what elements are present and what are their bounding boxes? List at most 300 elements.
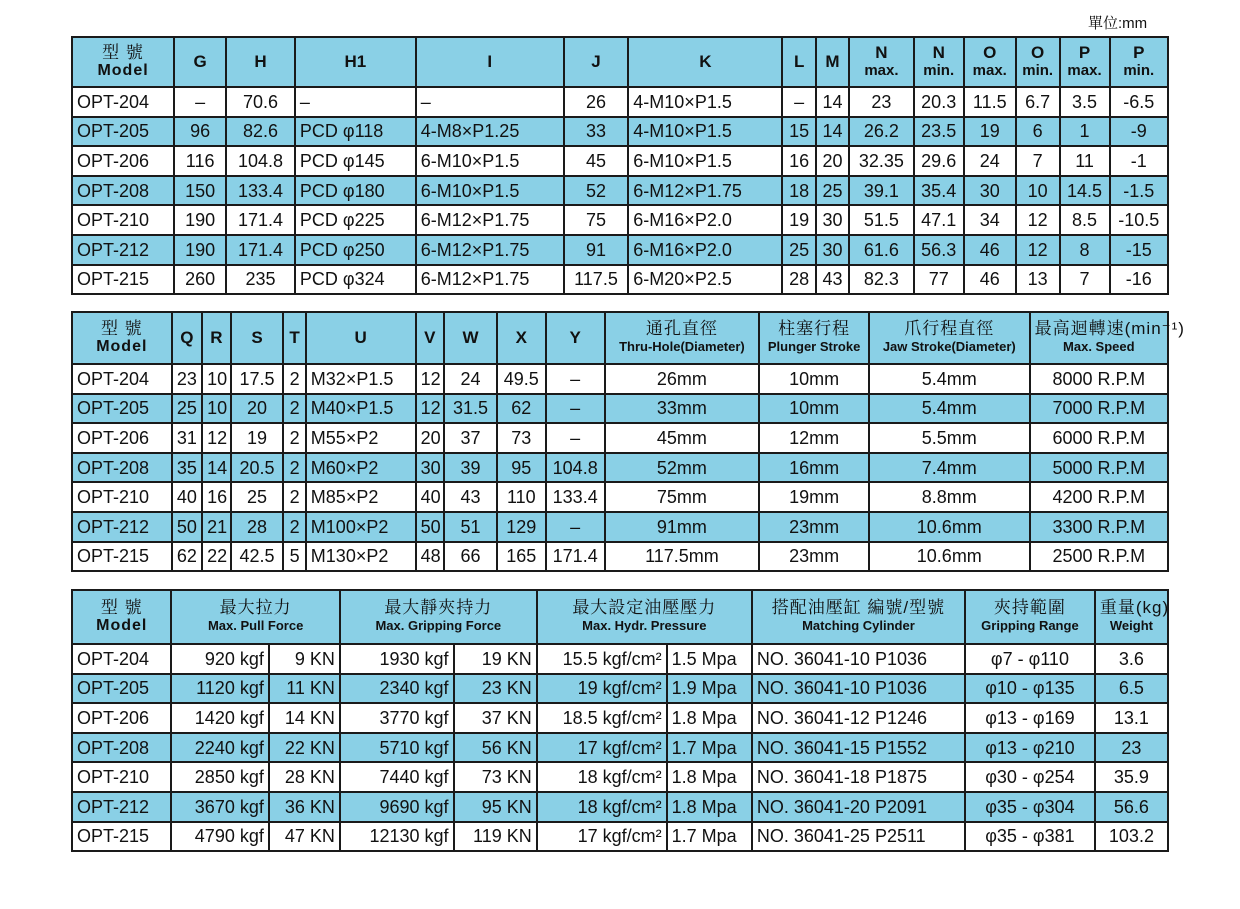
value-cell: 62 [497, 394, 546, 424]
value-cell: 2 [283, 512, 305, 542]
value-cell: – [174, 87, 226, 117]
value-cell: 51 [444, 512, 497, 542]
table-row [72, 792, 1168, 822]
value-cell: 35.4 [914, 176, 964, 206]
value-cell: 47.1 [914, 205, 964, 235]
column-header-main: 最大靜夾持力 [384, 598, 493, 617]
column-header [1110, 37, 1168, 87]
value-cell: 2850 kgf [171, 762, 268, 792]
value-cell: 190 [174, 205, 226, 235]
column-header-main: 重量(kg) [1099, 598, 1170, 617]
value-cell: 6-M10×P1.5 [628, 146, 782, 176]
value-cell: 1930 kgf [340, 644, 454, 674]
value-cell: 1.8 Mpa [667, 792, 752, 822]
value-cell: 20.5 [231, 453, 284, 483]
value-cell: M130×P2 [306, 542, 416, 572]
value-cell: 10 [202, 364, 230, 394]
value-cell: NO. 36041-10 P1036 [752, 674, 965, 704]
column-header-main: H1 [344, 52, 367, 71]
column-header [546, 312, 605, 364]
value-cell: 35 [172, 453, 203, 483]
value-cell: 19 [964, 117, 1016, 147]
value-cell: 33mm [605, 394, 760, 424]
value-cell: 6-M12×P1.75 [416, 265, 564, 295]
column-header [1060, 37, 1110, 87]
value-cell: 5.4mm [869, 364, 1030, 394]
value-cell: 10mm [759, 364, 869, 394]
value-cell: 23 [849, 87, 914, 117]
value-cell: 16 [202, 482, 230, 512]
column-header [231, 312, 284, 364]
column-header-sub: Max. Hydr. Pressure [582, 618, 707, 633]
value-cell: 56 KN [454, 733, 537, 763]
value-cell: 21 [202, 512, 230, 542]
column-header [174, 37, 226, 87]
value-cell: 18 kgf/cm² [537, 792, 667, 822]
value-cell: 56.6 [1095, 792, 1168, 822]
value-cell: 104.8 [226, 146, 295, 176]
column-header-main: P [1078, 43, 1091, 62]
column-header [340, 590, 537, 644]
value-cell: 171.4 [226, 205, 295, 235]
table-row [72, 235, 1168, 265]
value-cell: 25 [231, 482, 284, 512]
value-cell: 104.8 [546, 453, 605, 483]
column-header-main: R [210, 328, 223, 347]
value-cell: 45mm [605, 423, 760, 453]
value-cell: 28 KN [269, 762, 340, 792]
column-header [782, 37, 815, 87]
value-cell: 46 [964, 235, 1016, 265]
column-header-main: 最高迴轉速(min⁻¹) [1034, 319, 1185, 338]
value-cell: 4-M10×P1.5 [628, 117, 782, 147]
value-cell: -9 [1110, 117, 1168, 147]
value-cell: NO. 36041-18 P1875 [752, 762, 965, 792]
value-cell: – [546, 394, 605, 424]
value-cell: 3.6 [1095, 644, 1168, 674]
value-cell: 66 [444, 542, 497, 572]
column-header-sub: Plunger Stroke [767, 339, 861, 354]
column-header [849, 37, 914, 87]
value-cell: 51.5 [849, 205, 914, 235]
value-cell: 47 KN [269, 822, 340, 852]
value-cell: 7440 kgf [340, 762, 454, 792]
value-cell: 36 KN [269, 792, 340, 822]
column-header-sub: Gripping Range [981, 618, 1079, 633]
value-cell: 18.5 kgf/cm² [537, 703, 667, 733]
model-cell: OPT-210 [72, 205, 174, 235]
column-header-main: 搭配油壓缸 編號/型號 [771, 598, 946, 617]
column-header-sub: min. [1123, 62, 1155, 79]
table-header-row [72, 590, 1168, 644]
value-cell: 61.6 [849, 235, 914, 265]
value-cell: 15 [782, 117, 815, 147]
value-cell: 6-M16×P2.0 [628, 235, 782, 265]
column-header [172, 312, 203, 364]
value-cell: 6-M12×P1.75 [416, 205, 564, 235]
value-cell: 14 [816, 87, 849, 117]
column-header-main: H [254, 52, 267, 71]
value-cell: 7 [1016, 146, 1060, 176]
value-cell: 7.4mm [869, 453, 1030, 483]
value-cell: NO. 36041-12 P1246 [752, 703, 965, 733]
table-row [72, 87, 1168, 117]
column-header-main: V [424, 328, 436, 347]
model-cell: OPT-210 [72, 482, 172, 512]
value-cell: 56.3 [914, 235, 964, 265]
value-cell: 32.35 [849, 146, 914, 176]
value-cell: 150 [174, 176, 226, 206]
model-cell: OPT-208 [72, 453, 172, 483]
value-cell: – [546, 423, 605, 453]
value-cell: 6-M10×P1.5 [416, 146, 564, 176]
value-cell: 28 [782, 265, 815, 295]
table-row [72, 644, 1168, 674]
value-cell: 1120 kgf [171, 674, 268, 704]
value-cell: PCD φ145 [295, 146, 416, 176]
value-cell: 26mm [605, 364, 760, 394]
dimension-table-1 [71, 36, 1169, 295]
column-header [816, 37, 849, 87]
value-cell: 1.7 Mpa [667, 733, 752, 763]
model-cell: OPT-204 [72, 364, 172, 394]
value-cell: 28 [231, 512, 284, 542]
value-cell: 37 [444, 423, 497, 453]
value-cell: – [416, 87, 564, 117]
table-row [72, 674, 1168, 704]
table-row [72, 482, 1168, 512]
column-header-main: O [1031, 43, 1045, 62]
column-header-main: T [289, 328, 300, 347]
value-cell: 165 [497, 542, 546, 572]
value-cell: 45 [564, 146, 629, 176]
value-cell: 6-M10×P1.5 [416, 176, 564, 206]
value-cell: 25 [782, 235, 815, 265]
value-cell: 10 [1016, 176, 1060, 206]
value-cell: 25 [172, 394, 203, 424]
value-cell: φ30 - φ254 [965, 762, 1095, 792]
value-cell: 920 kgf [171, 644, 268, 674]
column-header [564, 37, 629, 87]
unit-label: 單位:mm [1088, 15, 1148, 32]
value-cell: 20.3 [914, 87, 964, 117]
value-cell: 20 [231, 394, 284, 424]
value-cell: M32×P1.5 [306, 364, 416, 394]
model-header-en: Model [96, 617, 148, 634]
value-cell: 12130 kgf [340, 822, 454, 852]
model-cell: OPT-204 [72, 87, 174, 117]
value-cell: 8000 R.P.M [1030, 364, 1168, 394]
value-cell: 171.4 [226, 235, 295, 265]
model-cell: OPT-215 [72, 265, 174, 295]
value-cell: 52 [564, 176, 629, 206]
value-cell: 2 [283, 423, 305, 453]
value-cell: 20 [416, 423, 444, 453]
value-cell: 24 [444, 364, 497, 394]
value-cell: 46 [964, 265, 1016, 295]
value-cell: NO. 36041-25 P2511 [752, 822, 965, 852]
value-cell: 14 KN [269, 703, 340, 733]
value-cell: -1.5 [1110, 176, 1168, 206]
value-cell: 4790 kgf [171, 822, 268, 852]
value-cell: 50 [172, 512, 203, 542]
value-cell: 23mm [759, 542, 869, 572]
table-header-row [72, 37, 1168, 87]
value-cell: – [546, 512, 605, 542]
value-cell: 19 KN [454, 644, 537, 674]
value-cell: 2500 R.P.M [1030, 542, 1168, 572]
column-header-main: M [825, 52, 840, 71]
column-header-sub: Jaw Stroke(Diameter) [882, 339, 1016, 354]
model-header-cell [72, 37, 174, 87]
column-header-main: N [932, 43, 945, 62]
column-header-main: 夾持範圍 [993, 598, 1066, 617]
table-row [72, 542, 1168, 572]
value-cell: 8.8mm [869, 482, 1030, 512]
value-cell: 1420 kgf [171, 703, 268, 733]
value-cell: 18 kgf/cm² [537, 762, 667, 792]
column-header-main: J [591, 52, 601, 71]
value-cell: 22 KN [269, 733, 340, 763]
value-cell: 1.7 Mpa [667, 822, 752, 852]
value-cell: 3670 kgf [171, 792, 268, 822]
column-header-sub: Max. Speed [1063, 339, 1135, 354]
value-cell: 73 KN [454, 762, 537, 792]
column-header [869, 312, 1030, 364]
value-cell: 30 [964, 176, 1016, 206]
table-row [72, 733, 1168, 763]
column-header-main: G [193, 52, 207, 71]
value-cell: M40×P1.5 [306, 394, 416, 424]
column-header-sub: Matching Cylinder [802, 618, 915, 633]
value-cell: 17 kgf/cm² [537, 733, 667, 763]
value-cell: 30 [816, 205, 849, 235]
value-cell: 5 [283, 542, 305, 572]
table-row [72, 453, 1168, 483]
model-cell: OPT-204 [72, 644, 171, 674]
value-cell: 31 [172, 423, 203, 453]
model-header-en: Model [97, 62, 149, 79]
model-cell: OPT-206 [72, 703, 171, 733]
column-header-main: N [875, 43, 888, 62]
table-row [72, 146, 1168, 176]
table-row [72, 265, 1168, 295]
column-header [1095, 590, 1168, 644]
table-row [72, 176, 1168, 206]
value-cell: 10mm [759, 394, 869, 424]
value-cell: PCD φ225 [295, 205, 416, 235]
value-cell: 3770 kgf [340, 703, 454, 733]
value-cell: 5.5mm [869, 423, 1030, 453]
value-cell: 2 [283, 482, 305, 512]
value-cell: 14 [816, 117, 849, 147]
value-cell: 17.5 [231, 364, 284, 394]
value-cell: 133.4 [226, 176, 295, 206]
value-cell: 6 [1016, 117, 1060, 147]
column-header-main: 通孔直徑 [645, 319, 718, 338]
value-cell: 24 [964, 146, 1016, 176]
value-cell: -16 [1110, 265, 1168, 295]
column-header-sub: max. [864, 62, 899, 79]
value-cell: NO. 36041-10 P1036 [752, 644, 965, 674]
column-header-main: L [793, 52, 805, 71]
column-header [226, 37, 295, 87]
value-cell: 31.5 [444, 394, 497, 424]
value-cell: 133.4 [546, 482, 605, 512]
value-cell: 33 [564, 117, 629, 147]
value-cell: 6.7 [1016, 87, 1060, 117]
value-cell: 19 [782, 205, 815, 235]
column-header-sub: min. [923, 62, 955, 79]
column-header-sub: Max. Gripping Force [375, 618, 502, 633]
value-cell: 73 [497, 423, 546, 453]
column-header-main: 最大設定油壓壓力 [572, 598, 717, 617]
value-cell: 34 [964, 205, 1016, 235]
value-cell: 2 [283, 364, 305, 394]
column-header [964, 37, 1016, 87]
column-header-main: W [462, 328, 479, 347]
value-cell: 12 [416, 364, 444, 394]
column-header-sub: Thru-Hole(Diameter) [619, 339, 745, 354]
column-header-sub: Weight [1109, 618, 1153, 633]
value-cell: 29.6 [914, 146, 964, 176]
value-cell: 17 kgf/cm² [537, 822, 667, 852]
column-header [295, 37, 416, 87]
column-header [497, 312, 546, 364]
value-cell: 91 [564, 235, 629, 265]
performance-table [71, 589, 1169, 852]
value-cell: 62 [172, 542, 203, 572]
value-cell: 43 [816, 265, 849, 295]
column-header [605, 312, 760, 364]
value-cell: 6-M12×P1.75 [416, 235, 564, 265]
value-cell: 75 [564, 205, 629, 235]
value-cell: 116 [174, 146, 226, 176]
column-header-main: O [983, 43, 997, 62]
value-cell: M60×P2 [306, 453, 416, 483]
value-cell: 4-M8×P1.25 [416, 117, 564, 147]
value-cell: 9 KN [269, 644, 340, 674]
value-cell: 2 [283, 394, 305, 424]
column-header-main: Q [180, 328, 194, 347]
value-cell: M55×P2 [306, 423, 416, 453]
table-row [72, 423, 1168, 453]
column-header-main: S [251, 328, 263, 347]
model-header-cell [72, 590, 171, 644]
value-cell: 26 [564, 87, 629, 117]
value-cell: 235 [226, 265, 295, 295]
value-cell: 7 [1060, 265, 1110, 295]
value-cell: 1 [1060, 117, 1110, 147]
table-row [72, 703, 1168, 733]
value-cell: -10.5 [1110, 205, 1168, 235]
column-header [628, 37, 782, 87]
value-cell: 10.6mm [869, 512, 1030, 542]
column-header-sub: max. [1067, 62, 1102, 79]
value-cell: 6.5 [1095, 674, 1168, 704]
value-cell: 11 KN [269, 674, 340, 704]
value-cell: 39 [444, 453, 497, 483]
value-cell: 91mm [605, 512, 760, 542]
value-cell: 12 [1016, 205, 1060, 235]
model-cell: OPT-215 [72, 542, 172, 572]
column-header-main: I [487, 52, 493, 71]
value-cell: 11 [1060, 146, 1110, 176]
model-cell: OPT-208 [72, 733, 171, 763]
value-cell: 119 KN [454, 822, 537, 852]
value-cell: 6-M16×P2.0 [628, 205, 782, 235]
value-cell: 8.5 [1060, 205, 1110, 235]
value-cell: PCD φ118 [295, 117, 416, 147]
value-cell: 26.2 [849, 117, 914, 147]
value-cell: 5000 R.P.M [1030, 453, 1168, 483]
value-cell: 8 [1060, 235, 1110, 265]
value-cell: -15 [1110, 235, 1168, 265]
value-cell: 49.5 [497, 364, 546, 394]
column-header [537, 590, 752, 644]
value-cell: 4200 R.P.M [1030, 482, 1168, 512]
value-cell: 11.5 [964, 87, 1016, 117]
value-cell: φ13 - φ210 [965, 733, 1095, 763]
model-header-en: Model [96, 338, 148, 355]
value-cell: 14 [202, 453, 230, 483]
value-cell: φ35 - φ304 [965, 792, 1095, 822]
value-cell: 1.8 Mpa [667, 703, 752, 733]
value-cell: 1.8 Mpa [667, 762, 752, 792]
value-cell: M85×P2 [306, 482, 416, 512]
value-cell: 110 [497, 482, 546, 512]
column-header [914, 37, 964, 87]
value-cell: 19 [231, 423, 284, 453]
value-cell: 40 [172, 482, 203, 512]
value-cell: 23.5 [914, 117, 964, 147]
value-cell: 7000 R.P.M [1030, 394, 1168, 424]
column-header-main: K [699, 52, 712, 71]
table-row [72, 822, 1168, 852]
column-header-sub: min. [1022, 62, 1054, 79]
value-cell: 82.3 [849, 265, 914, 295]
value-cell: 15.5 kgf/cm² [537, 644, 667, 674]
value-cell: 52mm [605, 453, 760, 483]
table-row [72, 117, 1168, 147]
value-cell: 35.9 [1095, 762, 1168, 792]
model-cell: OPT-212 [72, 792, 171, 822]
value-cell: 117.5mm [605, 542, 760, 572]
column-header [306, 312, 416, 364]
value-cell: 1.9 Mpa [667, 674, 752, 704]
column-header [1030, 312, 1185, 364]
model-cell: OPT-215 [72, 822, 171, 852]
value-cell: 30 [816, 235, 849, 265]
value-cell: 42.5 [231, 542, 284, 572]
value-cell: 9690 kgf [340, 792, 454, 822]
value-cell: PCD φ250 [295, 235, 416, 265]
model-header-cell [72, 312, 172, 364]
value-cell: 30 [416, 453, 444, 483]
value-cell: 3.5 [1060, 87, 1110, 117]
model-header-zh: 型 號 [100, 598, 143, 617]
value-cell: 6000 R.P.M [1030, 423, 1168, 453]
value-cell: 10.6mm [869, 542, 1030, 572]
table-row [72, 762, 1168, 792]
model-header-zh: 型 號 [102, 43, 144, 62]
model-cell: OPT-210 [72, 762, 171, 792]
value-cell: 18 [782, 176, 815, 206]
value-cell: 5.4mm [869, 394, 1030, 424]
value-cell: NO. 36041-20 P2091 [752, 792, 965, 822]
column-header-main: Y [569, 328, 581, 347]
value-cell: 103.2 [1095, 822, 1168, 852]
